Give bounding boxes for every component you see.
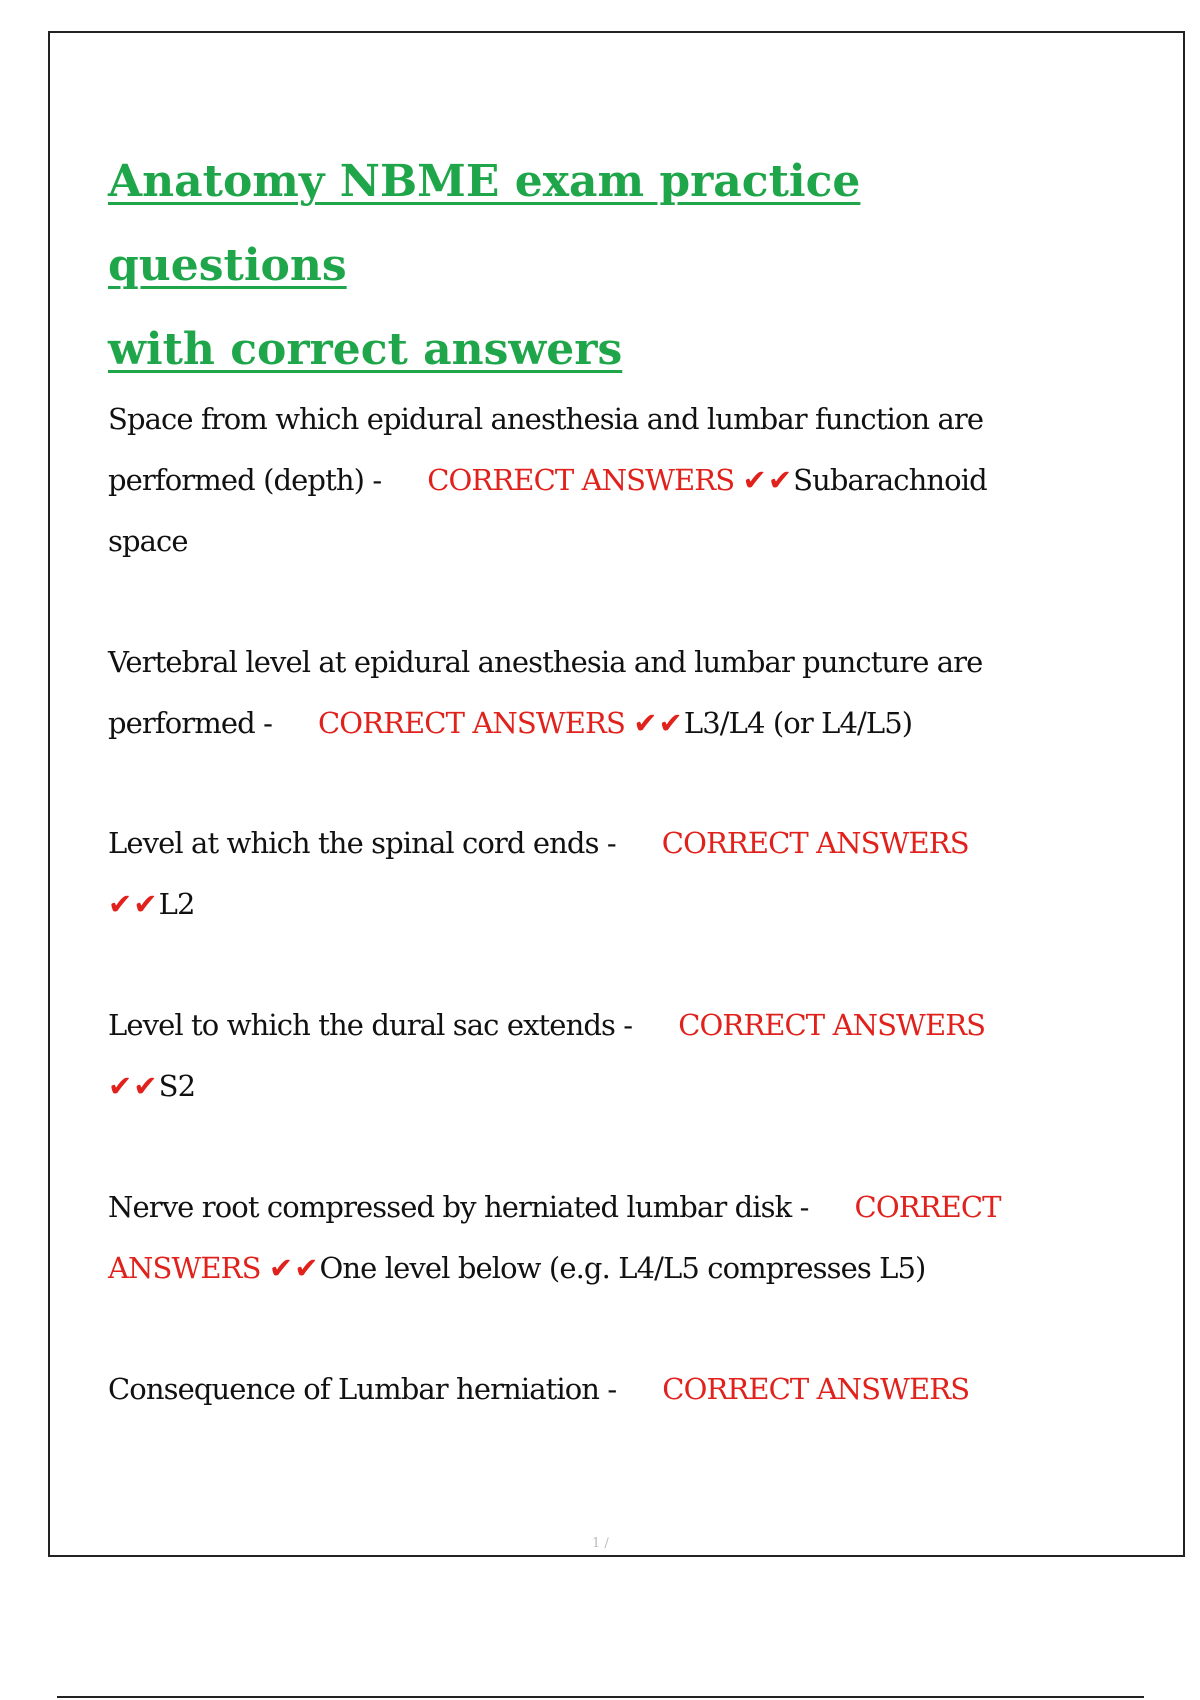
double-check-icon: ✔✔ [268,1251,320,1285]
qa-item-5 [108,1177,1008,1299]
qa-item-3 [108,813,1008,935]
question-text: Space from which epidural anesthesia and lumbar function are performed (depth) - [108,402,984,497]
question-text: Level at which the spinal cord ends - [108,826,616,860]
bottom-divider [57,1696,1144,1698]
qa-item-2 [108,632,1008,754]
double-check-icon: ✔✔ [108,887,159,921]
answer-text: Subarachnoid space [108,463,987,558]
question-text: Level to which the dural sac extends - [108,1008,633,1042]
question-text: Nerve root compressed by herniated lumbar disk - [108,1190,809,1224]
page-number: 1 / [592,1536,609,1551]
question-text: Consequence of Lumbar herniation - [108,1372,617,1406]
qa-item-6 [108,1359,1008,1420]
title-line-2: with correct answers [108,324,623,375]
document-title [108,140,1008,392]
correct-answers-label: CORRECT ANSWERS [661,826,969,860]
double-check-icon: ✔✔ [742,463,794,497]
question-text: Vertebral level at epidural anesthesia and lumbar puncture are performed - [108,645,983,740]
answer-text: S2 [158,1069,196,1103]
qa-item-4 [108,995,1008,1117]
double-check-icon: ✔✔ [108,1069,159,1103]
correct-answers-label: CORRECT ANSWERS [108,1190,1001,1285]
answer-text: One level below (e.g. L4/L5 compresses L5) [319,1251,926,1285]
answer-text: L3/L4 (or L4/L5) [683,706,913,740]
answer-text: L2 [158,887,195,921]
qa-item-1 [108,389,1008,572]
correct-answers-label: CORRECT ANSWERS [318,706,625,740]
correct-answers-label: CORRECT ANSWERS [678,1008,986,1042]
double-check-icon: ✔✔ [633,706,684,740]
title-line-1: Anatomy NBME exam practice questions [108,156,861,291]
correct-answers-label: CORRECT ANSWERS [662,1372,970,1406]
correct-answers-label: CORRECT ANSWERS [427,463,735,497]
